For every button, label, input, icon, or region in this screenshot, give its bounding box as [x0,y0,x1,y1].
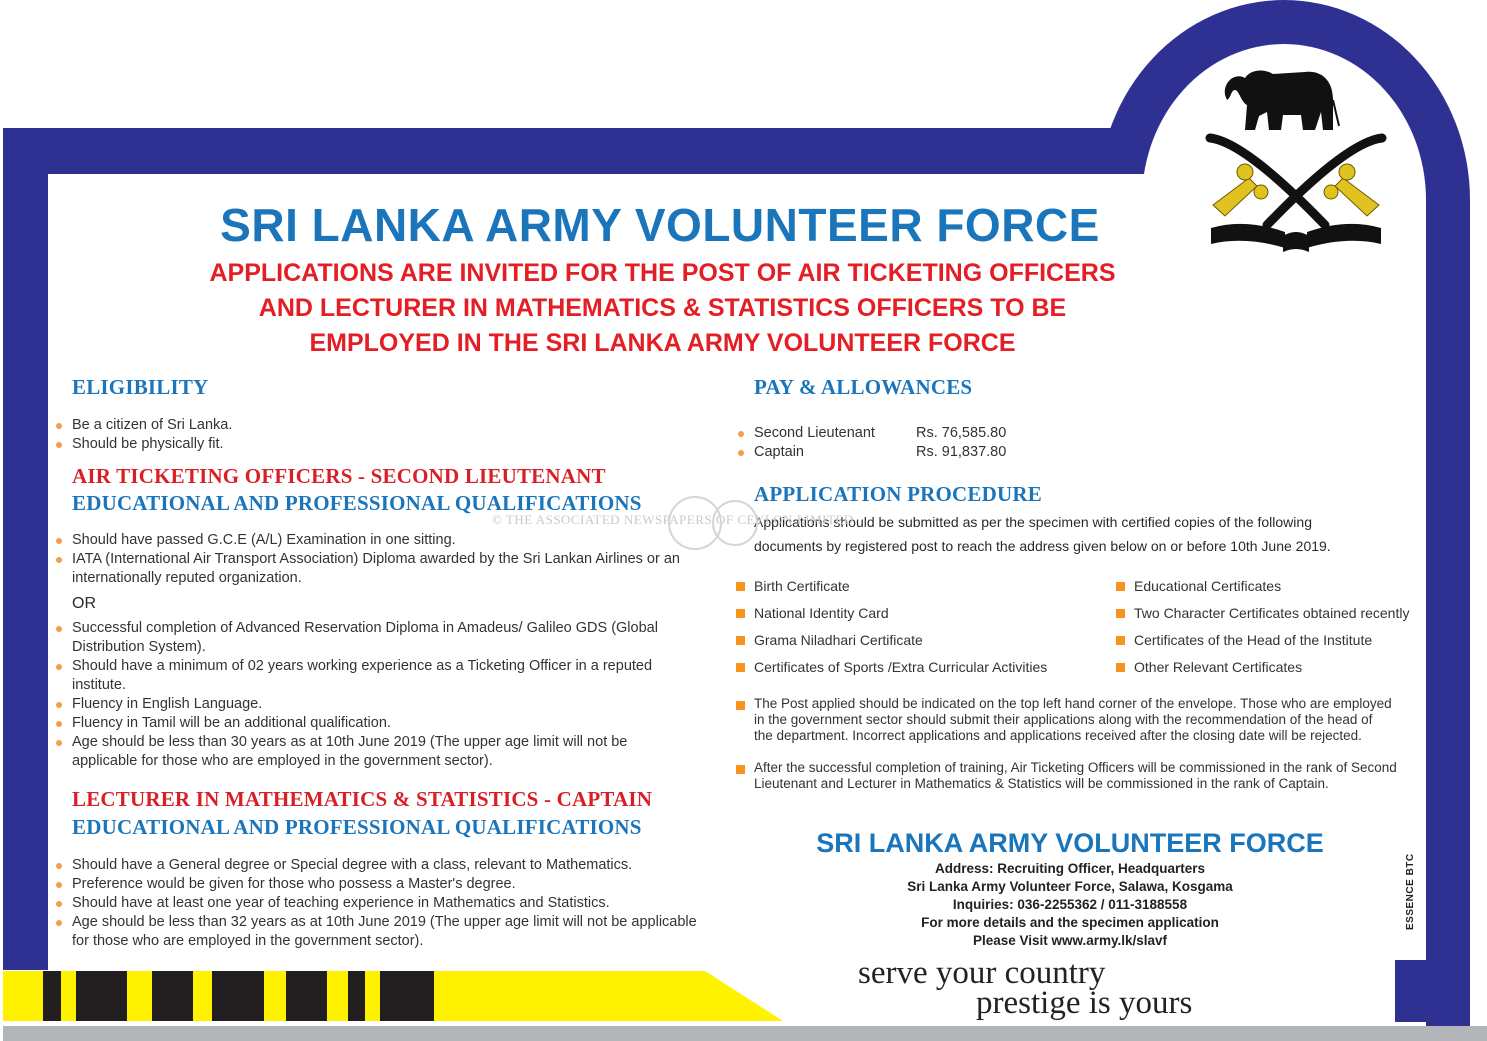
document-item: Two Character Certificates obtained recently [1114,604,1434,623]
slogan [858,955,1193,1021]
qualifications-heading: EDUCATIONAL AND PROFESSIONAL QUALIFICATIONS [72,491,642,515]
list-item: Fluency in English Language. [54,695,694,714]
frame-bottom-right [1395,960,1470,1022]
list-item: Age should be less than 30 years as at 10th June 2019 (The upper age limit will not be applicable for those who are employed in the government sector). [54,733,654,771]
slogan-line-2: prestige is yours [976,985,1193,1021]
eligibility-heading: ELIGIBILITY [72,375,209,399]
list-item: Be a citizen of Sri Lanka. [54,416,704,435]
hazard-stripe [3,971,783,1021]
list-item: Should have a General degree or Special degree with a class, relevant to Mathematics. [54,856,714,875]
air-ticketing-headings [72,463,752,517]
contact-inquiries: Inquiries: 036-2255362 / 011-3188558 [952,897,1188,912]
qualifications-heading: EDUCATIONAL AND PROFESSIONAL QUALIFICATIONS [72,815,642,839]
footer-gray-bar [3,1026,1487,1041]
watermark-text: © THE ASSOCIATED NEWSPAPERS OF CEYLON LIMITED [492,512,854,527]
or-separator: OR [72,595,96,612]
subtitle-line: APPLICATIONS ARE INVITED FOR THE POST OF AIR TICKETING OFFICERS [209,259,1116,287]
contact-website: Please Visit www.army.lk/slavf [972,933,1168,948]
list-item: Age should be less than 32 years as at 10th June 2019 (The upper age limit will not be applicable for those who are employed in the government sector). [54,913,714,951]
page-subtitle [0,256,1325,361]
eligibility-list [54,416,704,454]
contact-details: For more details and the specimen application [921,915,1219,930]
list-item: Should have a minimum of 02 years working experience as a Ticketing Officer in a reputed institute. [54,657,694,695]
procedure-heading: APPLICATION PROCEDURE [754,482,1042,506]
contact-block [790,826,1350,950]
note-item: After the successful completion of training, Air Ticketing Officers will be commissioned in the rank of Second Lieutenant and Lecturer in Mathematics & Statistics will be commissioned in the rank of Captain. [734,760,1424,792]
contact-address-2: Sri Lanka Army Volunteer Force, Salawa, Kosgama [907,879,1233,894]
lecturer-heading: LECTURER IN MATHEMATICS & STATISTICS - CAPTAIN [72,787,653,811]
pay-row [736,443,1136,462]
pay-amount: Rs. 91,837.80 [916,444,1007,460]
rank-label: Captain [754,444,804,460]
pay-heading: PAY & ALLOWANCES [754,375,973,399]
air-ticketing-heading: AIR TICKETING OFFICERS - SECOND LIEUTENANT [72,464,606,488]
agency-credit: ESSENCE BTC [1405,853,1416,930]
procedure-notes [734,696,1424,792]
frame-left-border [3,128,48,970]
pay-table [736,424,1136,462]
pay-row [736,424,1136,443]
contact-address-1: Address: Recruiting Officer, Headquarters [934,861,1206,876]
list-item: IATA (International Air Transport Association) Diploma awarded by the Sri Lankan Airlines or an internationally reputed organization. [54,550,734,588]
contact-org-name: SRI LANKA ARMY VOLUNTEER FORCE [816,828,1324,858]
slogan-line-1: serve your country [858,955,1106,991]
list-item: Should be physically fit. [54,435,704,454]
list-item: Preference would be given for those who possess a Master's degree. [54,875,714,894]
document-item: Birth Certificate [734,577,1114,596]
list-item: Should have at least one year of teaching experience in Mathematics and Statistics. [54,894,714,913]
document-item: Educational Certificates [1114,577,1434,596]
pay-amount: Rs. 76,585.80 [916,425,1007,441]
subtitle-line: EMPLOYED IN THE SRI LANKA ARMY VOLUNTEER FORCE [309,329,1016,357]
subtitle-line: AND LECTURER IN MATHEMATICS & STATISTICS OFFICERS TO BE [258,294,1067,322]
document-item: National Identity Card [734,604,1114,623]
document-item: Grama Niladhari Certificate [734,631,1114,650]
document-item: Certificates of the Head of the Institute [1114,631,1434,650]
frame-top-border [3,128,1143,174]
rank-label: Second Lieutenant [754,425,875,441]
air-ticketing-list-b [54,619,694,771]
list-item: Successful completion of Advanced Reservation Diploma in Amadeus/ Galileo GDS (Global Distribution System). [54,619,694,657]
required-documents-list [734,577,1434,677]
page-title: SRI LANKA ARMY VOLUNTEER FORCE [220,199,1100,251]
eligibility-section [72,375,722,400]
lecturer-headings [72,785,752,841]
lecturer-list [54,856,714,951]
list-item: Should have passed G.C.E (A/L) Examination in one sitting. [54,531,734,550]
note-item: The Post applied should be indicated on the top left hand corner of the envelope. Those who are employed in the government sector should submit their applications along with the recommendation of the head of the department. Incorrect applications and applications received after the closing date will be rejected. [734,696,1394,744]
document-item: Certificates of Sports /Extra Curricular Activities [734,658,1114,677]
procedure-intro: Applications should be submitted as per the specimen with certified copies of the following documents by registered post to reach the address given below on or before 10th June 2019. [754,514,1331,554]
air-ticketing-list-a [54,531,734,588]
document-item: Other Relevant Certificates [1114,658,1434,677]
list-item: Fluency in Tamil will be an additional qualification. [54,714,694,733]
watermark-logo-icon [660,485,770,560]
